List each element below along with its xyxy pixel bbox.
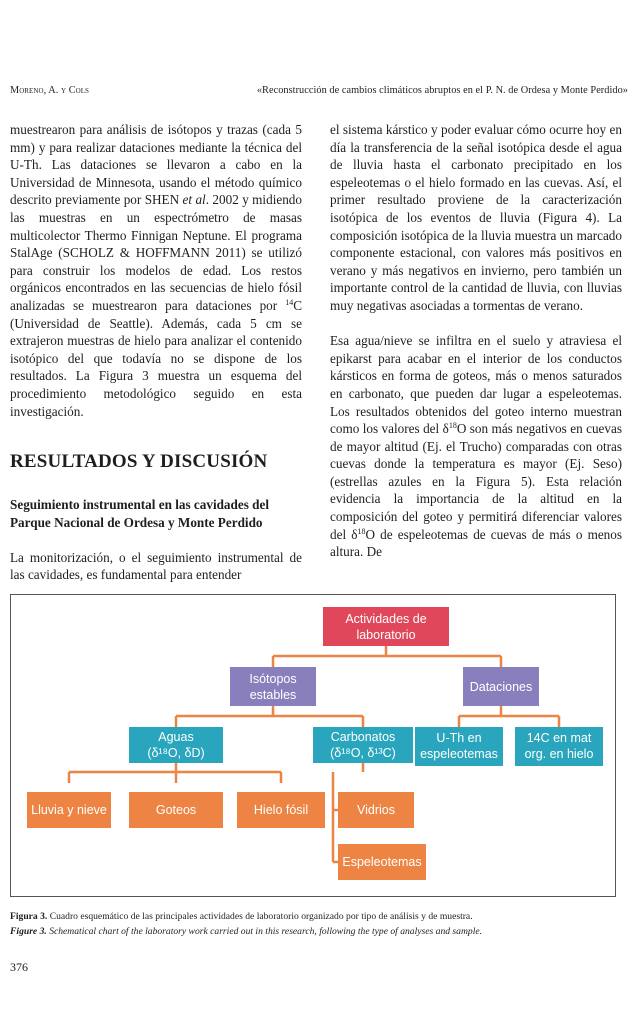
paragraph: La monitorización, o el seguimiento instrumental de las cavidades, es fundamental para entender (10, 549, 302, 583)
subsection-heading: Seguimiento instrumental en las cavidades del Parque Nacional de Ordesa y Monte Perdido (10, 497, 269, 530)
figure-caption (10, 909, 628, 939)
node-label: Isótopos (249, 672, 297, 686)
node-uth-espeleotemas (415, 727, 503, 766)
paragraph (10, 121, 302, 420)
caption-text: Schematical chart of the laboratory work carried out in this research, following the type of analyses and sample. (46, 926, 483, 937)
connector-isotopos-children (176, 706, 363, 727)
caption-label: Figure 3. (10, 926, 47, 937)
paragraph-text: . 2002 y midiendo las muestras en un espectrómetro de masas multicolector Thermo Finnigan Neptune. El programa StalAge (SCHOLZ & HOFFMANN 2011) se utilizó para construir los modelos de edad. Los restos orgánicos encontrados en las secuencias de hielo fósil analizadas se muestrearon para dataciones por (10, 192, 302, 313)
connector-root-branches (273, 646, 501, 667)
paragraph: el sistema kárstico y poder evaluar cómo ocurre hoy en día la transferencia de la señal isotópica desde el agua de lluvia hasta el carbonato precipitado en los espeleotemas o el hielo formado en las cuevas. Así, el primer resultado proviene de la caracterización isotópica de los eventos de lluvia (Figura 4). La composición isotópica de la lluvia muestra un marcado componente estacional, con valores más positivos en verano y más negativos en invierno, pero también un importante control de la cantidad de lluvia, con lluvias muy negativas asociadas a tormentas de verano. (330, 122, 622, 313)
caption-spanish (10, 909, 628, 924)
node-actividades-de-laboratorio (323, 607, 449, 646)
section-heading: RESULTADOS Y DISCUSIÓN (10, 451, 268, 473)
node-label: Actividades de (345, 612, 427, 626)
node-isotopos-estables (230, 667, 316, 706)
connector-dataciones-children (459, 706, 559, 727)
node-label: (δ¹⁸O, δD) (147, 746, 205, 760)
paragraph-text: et al (182, 192, 206, 208)
right-column (330, 121, 622, 561)
running-head-author: Moreno, A. y Cols (10, 85, 90, 96)
node-label: Lluvia y nieve (31, 803, 107, 817)
paragraph-text: C (Universidad de Seattle). Además, cada 5 cm se extrajeron muestras de hielo para analizar el contenido isotópico del que todavía no se dispone de los resultados. La Figura 3 muestra un esquema del procedimiento metodológico seguido en esta investigación. (10, 297, 302, 419)
node-label: org. en hielo (524, 747, 594, 761)
paragraph-text: muestrearon para análisis de isótopos y trazas (cada 5 mm) y para realizar dataciones mediante la técnica del U-Th. Las dataciones se llevaron a cabo en la Universidad de Minnesota, usando el método químico descrito previamente por SHEN (10, 122, 302, 208)
node-label: Carbonatos (330, 730, 396, 744)
left-column (10, 121, 302, 584)
paragraph-text: O son más negativos en cuevas de mayor altitud (Ej. el Trucho) comparadas con otras cuevas donde la temperatura es mayor (Ej. Seso) (estrellas azules en la Figura 5). Esta relación evidencia la importancia de la altitud en la composición del goteo y permitirá diferenciar valores del δ (330, 421, 622, 542)
node-aguas (129, 727, 223, 763)
node-goteos (129, 792, 223, 828)
node-label: laboratorio (356, 628, 416, 642)
paragraph-text: Esa agua/nieve se infiltra en el suelo y atraviesa el epikarst para acabar en el interior de los conductos kársticos en forma de goteos, más o menos saturados en carbonato, que pueden dar lugar a espeleotemas. Los resultados obtenidos del goteo interno muestran como los valores del δ (330, 333, 622, 437)
node-label: Aguas (158, 730, 194, 744)
caption-text: Cuadro esquemático de las principales actividades de laboratorio organizado por tipo de análisis y de muestra. (47, 911, 473, 922)
caption-english (10, 924, 628, 939)
node-label: Goteos (155, 803, 197, 817)
superscript: 18 (357, 526, 366, 536)
node-lluvia-y-nieve (27, 792, 111, 828)
page-number: 376 (10, 960, 28, 974)
node-label: Espeleotemas (342, 855, 422, 869)
node-vidrios (338, 792, 414, 828)
node-label: 14C en mat (526, 731, 592, 745)
node-label: estables (249, 688, 297, 702)
node-label: espeleotemas (420, 747, 498, 761)
superscript: 14 (285, 297, 294, 307)
node-espeleotemas (338, 844, 426, 880)
node-14c-hielo (515, 727, 603, 766)
connector-aguas-children (69, 763, 281, 783)
paragraph (330, 332, 622, 561)
node-label: Dataciones (469, 680, 533, 694)
figure-3-diagram (10, 594, 616, 897)
superscript: 18 (448, 421, 457, 431)
node-hielo-fosil (237, 792, 325, 828)
node-dataciones (463, 667, 539, 706)
running-head-title: «Reconstrucción de cambios climáticos abruptos en el P. N. de Ordesa y Monte Perdido» (256, 85, 628, 96)
node-label: Hielo fósil (253, 803, 309, 817)
node-carbonatos (313, 727, 413, 763)
node-label: Vidrios (357, 803, 395, 817)
node-label: U-Th en (436, 731, 482, 745)
paragraph-text: O de espeleotemas de cuevas de más o menos altura. De (330, 526, 622, 560)
node-label: (δ¹⁸O, δ¹³C) (330, 746, 396, 760)
caption-label: Figura 3. (10, 911, 48, 922)
